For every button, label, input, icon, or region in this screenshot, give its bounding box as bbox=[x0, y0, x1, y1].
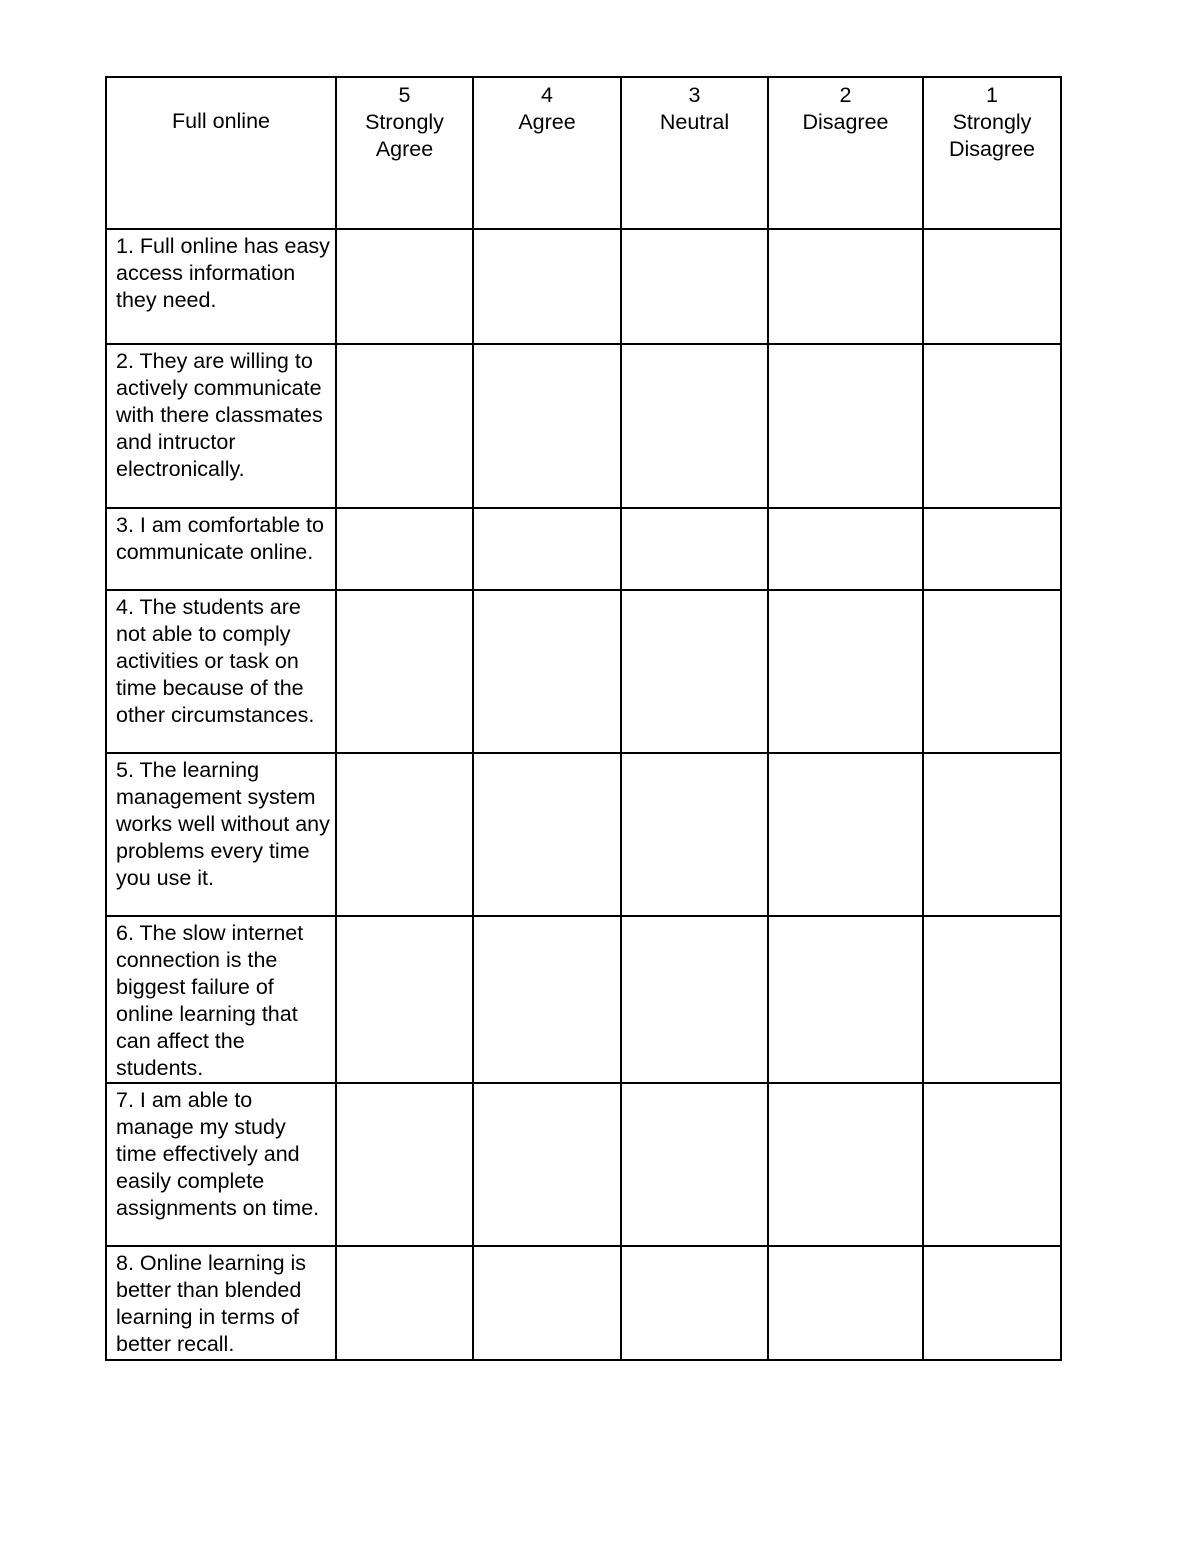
scale-header-2 bbox=[768, 77, 923, 229]
statement-row-6 bbox=[106, 916, 1061, 1083]
rating-cell-3[interactable] bbox=[621, 344, 768, 508]
rating-cell-2[interactable] bbox=[768, 1246, 923, 1360]
statement-text: 7. I am able to manage my study time effectively and easily complete assignments on time. bbox=[106, 1083, 336, 1246]
statement-text: 1. Full online has easy access information they need. bbox=[106, 229, 336, 344]
statement-row-1 bbox=[106, 229, 1061, 344]
rating-cell-4[interactable] bbox=[473, 508, 621, 590]
rating-cell-5[interactable] bbox=[336, 753, 473, 916]
rating-cell-5[interactable] bbox=[336, 590, 473, 753]
rating-cell-4[interactable] bbox=[473, 1246, 621, 1360]
rating-cell-3[interactable] bbox=[621, 916, 768, 1083]
rating-cell-2[interactable] bbox=[768, 229, 923, 344]
scale-label-line: Strongly bbox=[365, 110, 444, 134]
statement-row-2 bbox=[106, 344, 1061, 508]
rating-cell-2[interactable] bbox=[768, 508, 923, 590]
rating-cell-1[interactable] bbox=[923, 753, 1061, 916]
rating-cell-1[interactable] bbox=[923, 508, 1061, 590]
scale-value: 5 bbox=[398, 83, 411, 107]
topic-header-label: Full online bbox=[172, 109, 270, 133]
rating-cell-1[interactable] bbox=[923, 916, 1061, 1083]
rating-cell-3[interactable] bbox=[621, 229, 768, 344]
statement-text: 5. The learning management system works well without any problems every time you use it. bbox=[106, 753, 336, 916]
topic-header bbox=[106, 77, 336, 229]
statement-row-4 bbox=[106, 590, 1061, 753]
rating-cell-5[interactable] bbox=[336, 1083, 473, 1246]
rating-cell-3[interactable] bbox=[621, 1246, 768, 1360]
rating-cell-3[interactable] bbox=[621, 590, 768, 753]
rating-cell-2[interactable] bbox=[768, 753, 923, 916]
rating-cell-2[interactable] bbox=[768, 916, 923, 1083]
scale-label-line: Agree bbox=[518, 110, 576, 134]
rating-cell-4[interactable] bbox=[473, 753, 621, 916]
rating-cell-2[interactable] bbox=[768, 1083, 923, 1246]
rating-cell-5[interactable] bbox=[336, 229, 473, 344]
rating-cell-3[interactable] bbox=[621, 508, 768, 590]
scale-value: 4 bbox=[541, 83, 553, 107]
statement-row-3 bbox=[106, 508, 1061, 590]
header-row bbox=[106, 77, 1061, 229]
scale-header-5 bbox=[336, 77, 473, 229]
scale-label-line: Disagree bbox=[948, 137, 1036, 161]
scale-label-line: Disagree bbox=[802, 110, 889, 134]
statement-row-5 bbox=[106, 753, 1061, 916]
rating-cell-4[interactable] bbox=[473, 916, 621, 1083]
statement-text: 6. The slow internet connection is the biggest failure of online learning that can affect the students. bbox=[106, 916, 336, 1083]
scale-label-line: Neutral bbox=[659, 110, 730, 134]
rating-cell-3[interactable] bbox=[621, 1083, 768, 1246]
likert-survey-table bbox=[105, 76, 1062, 1361]
scale-header-3 bbox=[621, 77, 768, 229]
rating-cell-1[interactable] bbox=[923, 590, 1061, 753]
rating-cell-5[interactable] bbox=[336, 344, 473, 508]
scale-value: 2 bbox=[839, 83, 852, 107]
scale-label-line: Agree bbox=[375, 137, 434, 161]
scale-label-line: Strongly bbox=[952, 110, 1032, 134]
statement-text: 3. I am comfortable to communicate online. bbox=[106, 508, 336, 590]
statement-text: 2. They are willing to actively communicate with there classmates and intructor electronically. bbox=[106, 344, 336, 508]
rating-cell-5[interactable] bbox=[336, 1246, 473, 1360]
scale-header-4 bbox=[473, 77, 621, 229]
rating-cell-5[interactable] bbox=[336, 916, 473, 1083]
rating-cell-1[interactable] bbox=[923, 1246, 1061, 1360]
statement-row-8 bbox=[106, 1246, 1061, 1360]
scale-value: 1 bbox=[986, 83, 998, 107]
statement-text: 4. The students are not able to comply activities or task on time because of the other circumstances. bbox=[106, 590, 336, 753]
rating-cell-1[interactable] bbox=[923, 344, 1061, 508]
rating-cell-4[interactable] bbox=[473, 590, 621, 753]
statement-text: 8. Online learning is better than blended learning in terms of better recall. bbox=[106, 1246, 336, 1360]
rating-cell-1[interactable] bbox=[923, 1083, 1061, 1246]
rating-cell-4[interactable] bbox=[473, 229, 621, 344]
rating-cell-2[interactable] bbox=[768, 344, 923, 508]
rating-cell-2[interactable] bbox=[768, 590, 923, 753]
rating-cell-4[interactable] bbox=[473, 1083, 621, 1246]
rating-cell-4[interactable] bbox=[473, 344, 621, 508]
scale-header-1 bbox=[923, 77, 1061, 229]
rating-cell-5[interactable] bbox=[336, 508, 473, 590]
statement-row-7 bbox=[106, 1083, 1061, 1246]
rating-cell-3[interactable] bbox=[621, 753, 768, 916]
scale-value: 3 bbox=[688, 83, 701, 107]
rating-cell-1[interactable] bbox=[923, 229, 1061, 344]
